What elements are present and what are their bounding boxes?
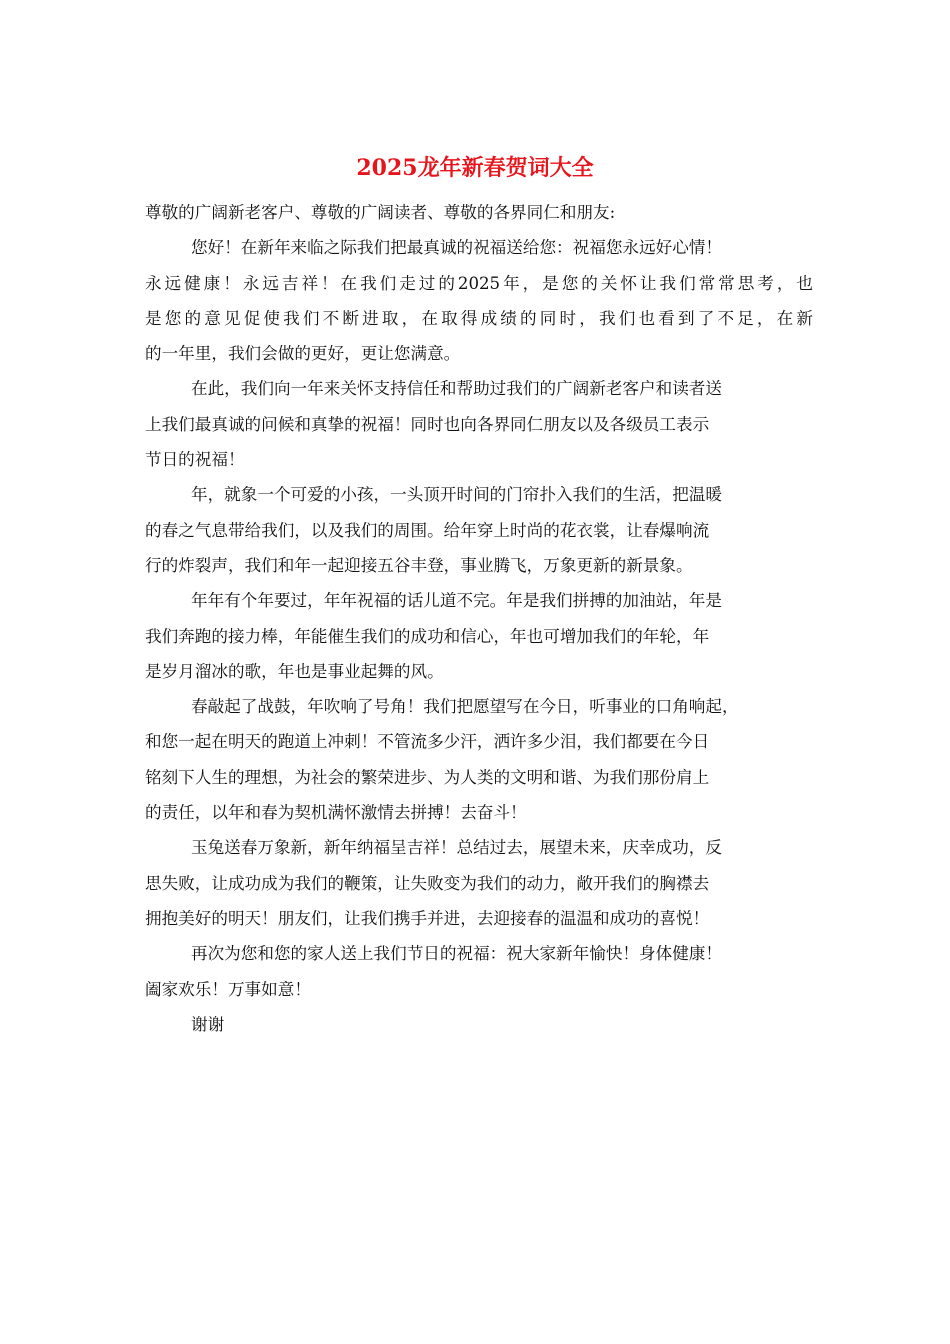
- paragraph-5-line-3: 铭刻下人生的理想，为社会的繁荣进步、为人类的文明和谐、为我们那份肩上: [145, 767, 710, 787]
- paragraph-3-line-2: 的春之气息带给我们，以及我们的周围。给年穿上时尚的花衣裳，让春爆响流: [145, 520, 710, 540]
- document-body: [145, 195, 813, 1042]
- paragraph-5-line-1: 春敲起了战鼓，年吹响了号角！我们把愿望写在今日，听事业的口角响起，: [191, 697, 739, 717]
- paragraph-7-line-1: 再次为您和您的家人送上我们节日的祝福：祝大家新年愉快！身体健康！: [191, 944, 722, 964]
- paragraph-1-line-3: 是您的意见促使我们不断进取，在取得成绩的同时，我们也看到了不足，在新: [145, 308, 813, 328]
- paragraph-2-line-3: 节日的祝福！: [145, 450, 245, 470]
- paragraph-1-line-4: 的一年里，我们会做的更好，更让您满意。: [145, 344, 461, 364]
- closing-thanks: 谢谢: [191, 1014, 225, 1034]
- paragraph-5-line-2: 和您一起在明天的跑道上冲刺！不管流多少汗，洒许多少泪，我们都要在今日: [145, 732, 710, 752]
- paragraph-2-line-1: 在此，我们向一年来关怀支持信任和帮助过我们的广阔新老客户和读者送: [191, 379, 722, 399]
- paragraph-1-line-2: 永远健康！永远吉祥！在我们走过的2025年，是您的关怀让我们常常思考，也: [145, 273, 813, 293]
- paragraph-4-line-2: 我们奔跑的接力棒，年能催生我们的成功和信心，年也可增加我们的年轮，年: [145, 626, 710, 646]
- paragraph-3-line-1: 年，就象一个可爱的小孩，一头顶开时间的门帘扑入我们的生活，把温暖: [191, 485, 722, 505]
- paragraph-6-line-3: 拥抱美好的明天！朋友们，让我们携手并进，去迎接春的温温和成功的喜悦！: [145, 908, 710, 928]
- paragraph-4-line-1: 年年有个年要过，年年祝福的话儿道不完。年是我们拼搏的加油站，年是: [191, 591, 722, 611]
- paragraph-6-line-2: 思失败，让成功成为我们的鞭策，让失败变为我们的动力，敞开我们的胸襟去: [145, 873, 710, 893]
- paragraph-1-line-1: 您好！在新年来临之际我们把最真诚的祝福送给您：祝福您永远好心情！: [191, 238, 722, 258]
- paragraph-7-line-2: 阖家欢乐！万事如意！: [145, 979, 311, 999]
- salutation-line: 尊敬的广阔新老客户、尊敬的广阔读者、尊敬的各界同仁和朋友:: [145, 203, 616, 222]
- paragraph-6-line-1: 玉兔送春万象新，新年纳福呈吉祥！总结过去，展望未来，庆幸成功，反: [191, 838, 722, 858]
- paragraph-3-line-3: 行的炸裂声，我们和年一起迎接五谷丰登，事业腾飞，万象更新的新景象。: [145, 555, 693, 575]
- paragraph-2-line-2: 上我们最真诚的问候和真挚的祝福！同时也向各界同仁朋友以及各级员工表示: [145, 414, 710, 434]
- paragraph-5-line-4: 的责任，以年和春为契机满怀激情去拼搏！去奋斗！: [145, 803, 527, 823]
- document-title: 2025龙年新春贺词大全: [356, 155, 594, 181]
- paragraph-4-line-3: 是岁月溜冰的歌，年也是事业起舞的风。: [145, 661, 444, 681]
